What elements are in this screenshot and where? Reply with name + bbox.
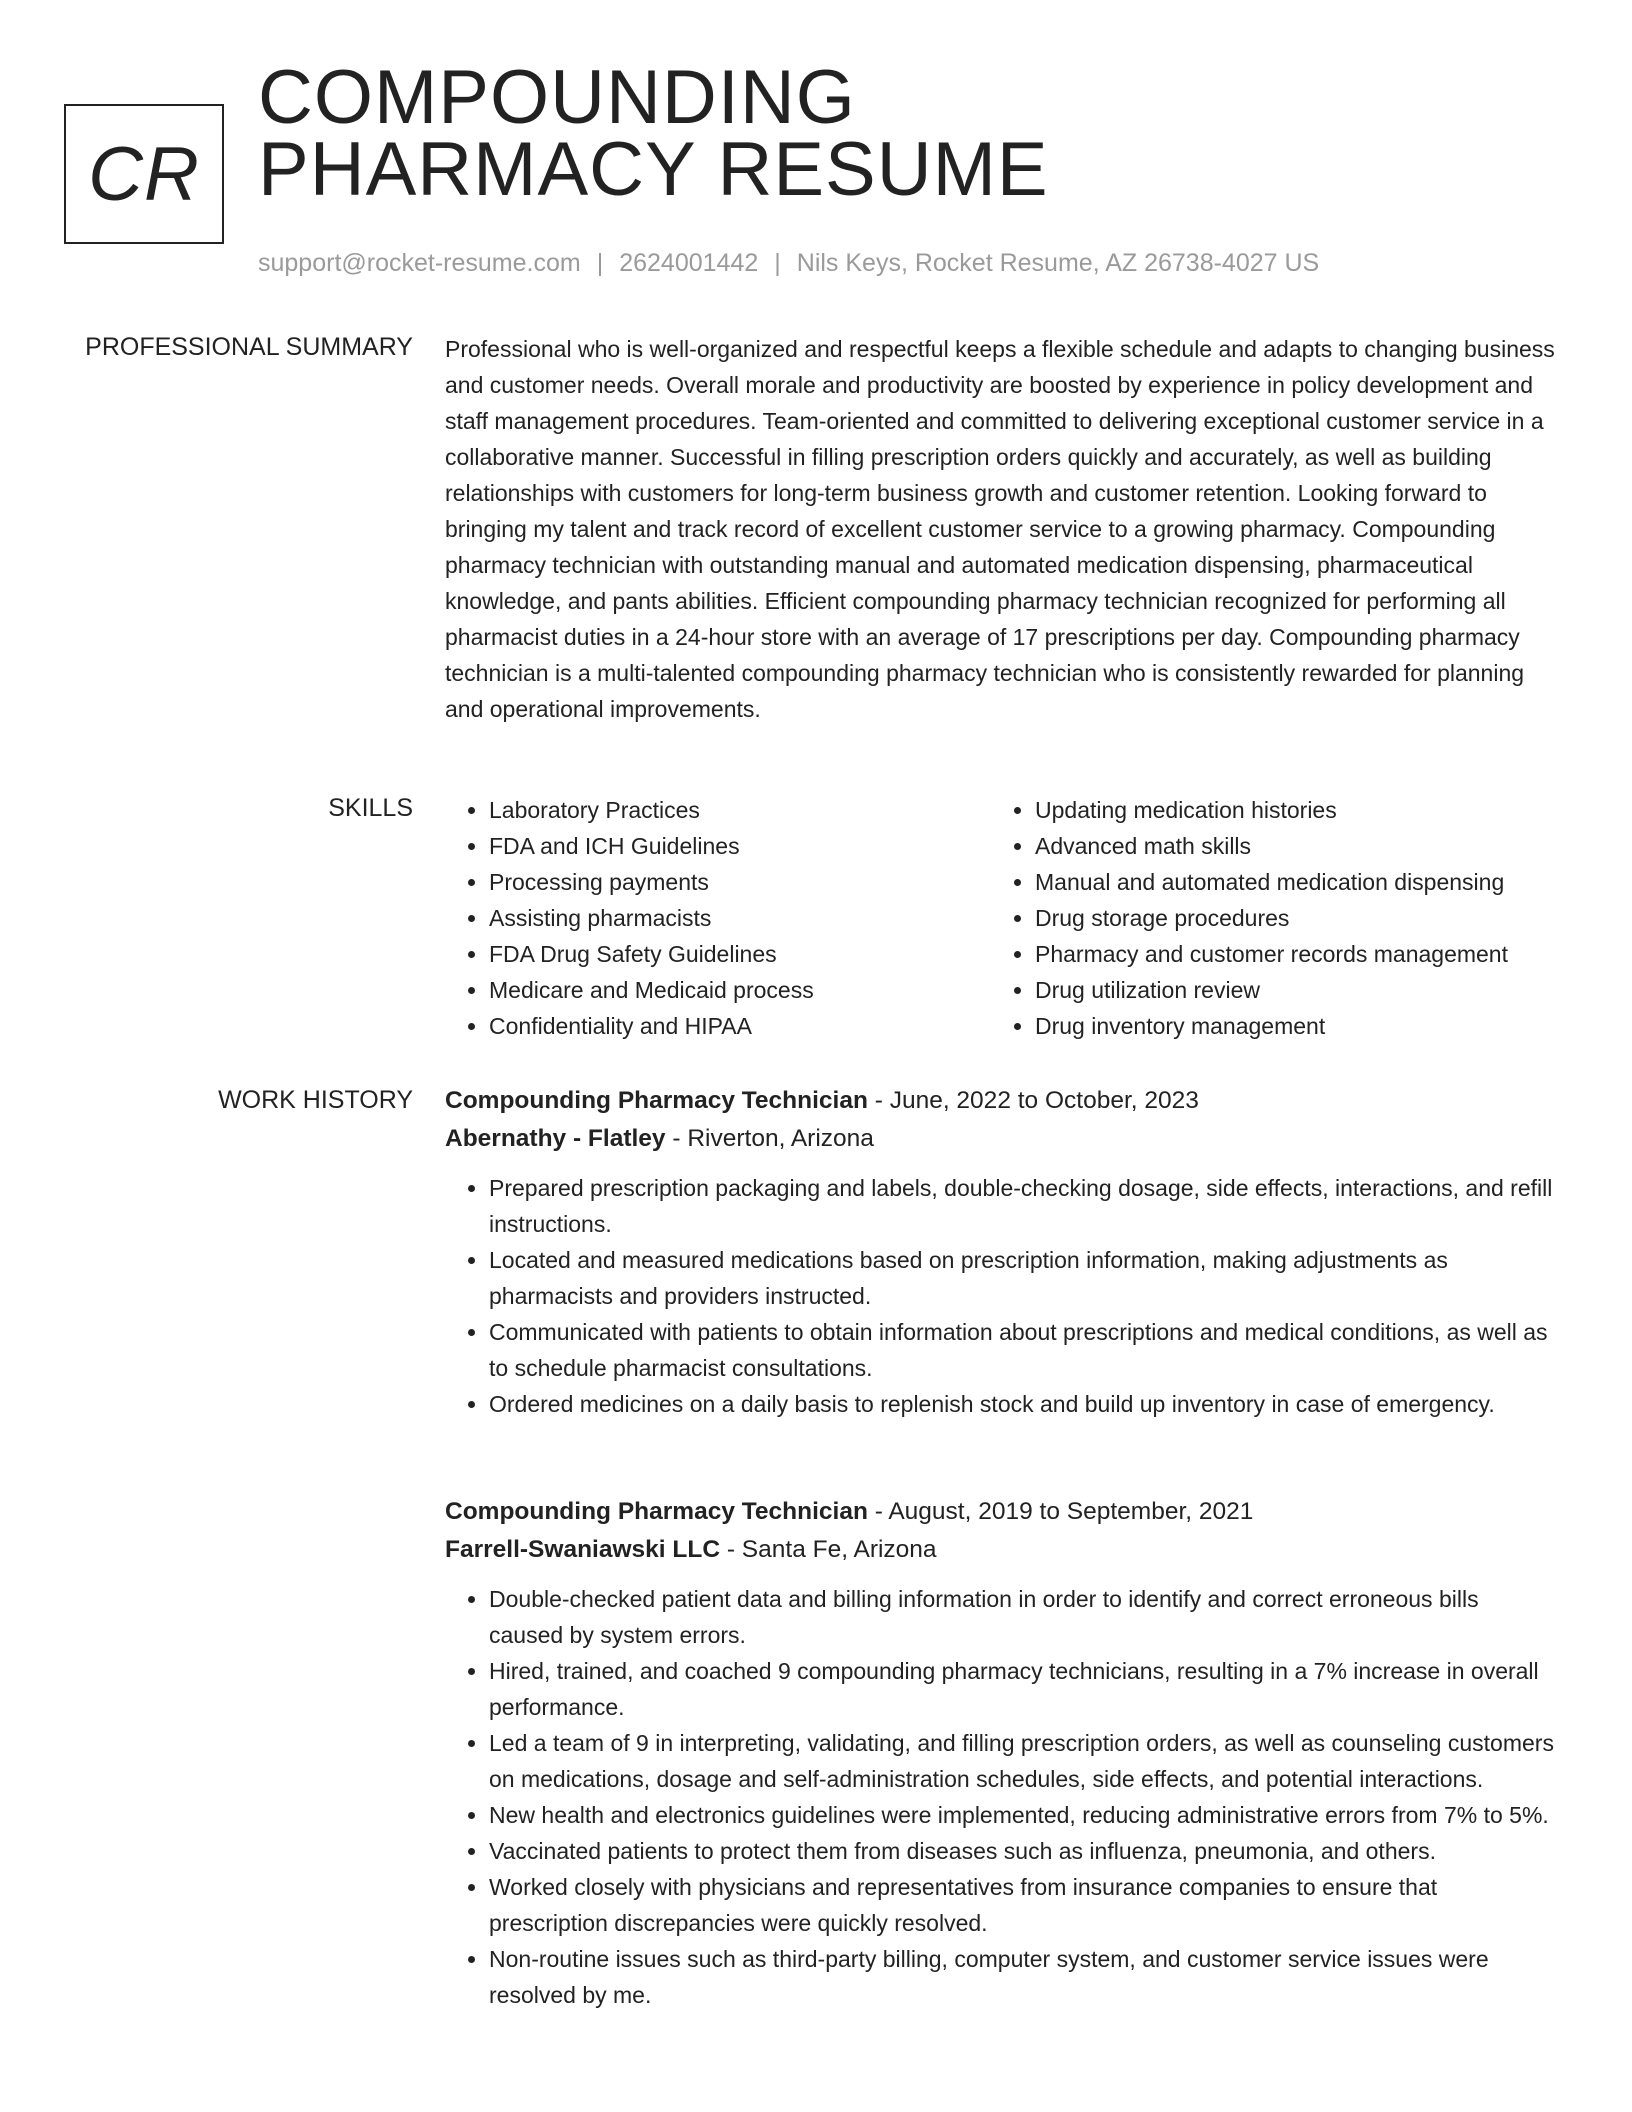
- job-duties-list: [445, 1170, 1557, 1422]
- job-duty: • Double-checked patient data and billing information in order to identify and correct erroneous bills caused by system errors.: [489, 1581, 1557, 1653]
- skill-item: • Pharmacy and customer records management: [1035, 936, 1508, 972]
- job-dates: - August, 2019 to September, 2021: [867, 1498, 1254, 1525]
- job-entry: [445, 1493, 1557, 2013]
- skills-list-left: [445, 792, 991, 1044]
- job-duty: • Ordered medicines on a daily basis to replenish stock and build up inventory in case of emergency.: [489, 1386, 1557, 1422]
- job-company-line: [445, 1120, 1557, 1158]
- job-company-line: [445, 1531, 1557, 1569]
- title-line-2: PHARMACY RESUME: [258, 127, 1049, 212]
- monogram-logo: CR: [64, 104, 224, 244]
- job-title: Compounding Pharmacy Technician: [445, 1498, 868, 1525]
- skills-grid: [445, 792, 1557, 1044]
- work-history-heading: WORK HISTORY: [218, 1086, 413, 1114]
- job-duty: • New health and electronics guidelines were implemented, reducing administrative errors from 7% to 5%.: [489, 1797, 1557, 1833]
- job-duties-list: [445, 1581, 1557, 2013]
- contact-email[interactable]: support@rocket-resume.com: [258, 249, 581, 277]
- skill-item: • Advanced math skills: [1035, 828, 1508, 864]
- job-location: - Riverton, Arizona: [665, 1125, 874, 1152]
- skill-item: • Manual and automated medication dispensing: [1035, 864, 1508, 900]
- job-duty: • Led a team of 9 in interpreting, validating, and filling prescription orders, as well as counseling customers on medications, dosage and self-administration schedules, side effects, and potential interactions.: [489, 1725, 1557, 1797]
- skill-item: • Drug inventory management: [1035, 1008, 1508, 1044]
- contact-address: Nils Keys, Rocket Resume, AZ 26738-4027 US: [796, 249, 1320, 277]
- skill-item: • Updating medication histories: [1035, 792, 1508, 828]
- skill-item: • FDA Drug Safety Guidelines: [489, 936, 991, 972]
- skill-item: • Processing payments: [489, 864, 991, 900]
- job-title-line: [445, 1082, 1557, 1120]
- summary-text: Professional who is well-organized and respectful keeps a flexible schedule and adapts to changing business and customer needs. Overall morale and productivity are boosted by experience in policy development and staff management procedures. Team-oriented and committed to delivering exceptional customer service in a collaborative manner. Successful in filling prescription orders quickly and accurately, as well as building relationships with customers for long-term business growth and customer retention. Looking forward to bringing my talent and track record of excellent customer service to a growing pharmacy. Compounding pharmacy technician with outstanding manual and automated medication dispensing, pharmaceutical knowledge, and pants abilities. Efficient compounding pharmacy technician recognized for performing all pharmacist duties in a 24-hour store with an average of 17 prescriptions per day. Compounding pharmacy technician is a multi-talented compounding pharmacy technician who is consistently rewarded for planning and operational improvements.: [445, 336, 1555, 722]
- skills-list-right: [991, 792, 1508, 1044]
- job-company: Abernathy - Flatley: [445, 1125, 666, 1152]
- contact-line: [258, 249, 1319, 278]
- job-duty: • Worked closely with physicians and representatives from insurance companies to ensure that prescription discrepancies were quickly resolved.: [489, 1869, 1557, 1941]
- job-duty: • Hired, trained, and coached 9 compounding pharmacy technicians, resulting in a 7% increase in overall performance.: [489, 1653, 1557, 1725]
- job-duty: • Prepared prescription packaging and labels, double-checking dosage, side effects, interactions, and refill instructions.: [489, 1170, 1557, 1242]
- skill-item: • FDA and ICH Guidelines: [489, 828, 991, 864]
- title-line-1: COMPOUNDING: [258, 55, 856, 140]
- job-company: Farrell-Swaniawski LLC: [445, 1536, 721, 1563]
- job-location: - Santa Fe, Arizona: [720, 1536, 937, 1563]
- job-duty: • Non-routine issues such as third-party billing, computer system, and customer service issues were resolved by me.: [489, 1941, 1557, 2013]
- job-duty: • Communicated with patients to obtain information about prescriptions and medical conditions, as well as to schedule pharmacist consultations.: [489, 1314, 1557, 1386]
- skills-heading: SKILLS: [328, 794, 413, 822]
- summary-section: [445, 331, 1557, 727]
- skill-item: • Assisting pharmacists: [489, 900, 991, 936]
- job-title-line: [445, 1493, 1557, 1531]
- contact-separator: |: [774, 249, 781, 277]
- resume-title: [258, 55, 1049, 212]
- contact-separator: |: [596, 249, 604, 277]
- skill-item: • Drug storage procedures: [1035, 900, 1508, 936]
- contact-phone[interactable]: 2624001442: [619, 249, 759, 277]
- job-duty: • Located and measured medications based on prescription information, making adjustments as pharmacists and providers instructed.: [489, 1242, 1557, 1314]
- job-entry: [445, 1082, 1557, 1422]
- skills-section: [445, 792, 1557, 1044]
- skill-item: • Confidentiality and HIPAA: [489, 1008, 991, 1044]
- job-title: Compounding Pharmacy Technician: [445, 1087, 868, 1114]
- skill-item: • Medicare and Medicaid process: [489, 972, 991, 1008]
- summary-heading: PROFESSIONAL SUMMARY: [85, 333, 413, 361]
- skill-item: • Drug utilization review: [1035, 972, 1508, 1008]
- job-duty: • Vaccinated patients to protect them from diseases such as influenza, pneumonia, and others.: [489, 1833, 1557, 1869]
- skill-item: • Laboratory Practices: [489, 792, 991, 828]
- job-dates: - June, 2022 to October, 2023: [867, 1087, 1199, 1114]
